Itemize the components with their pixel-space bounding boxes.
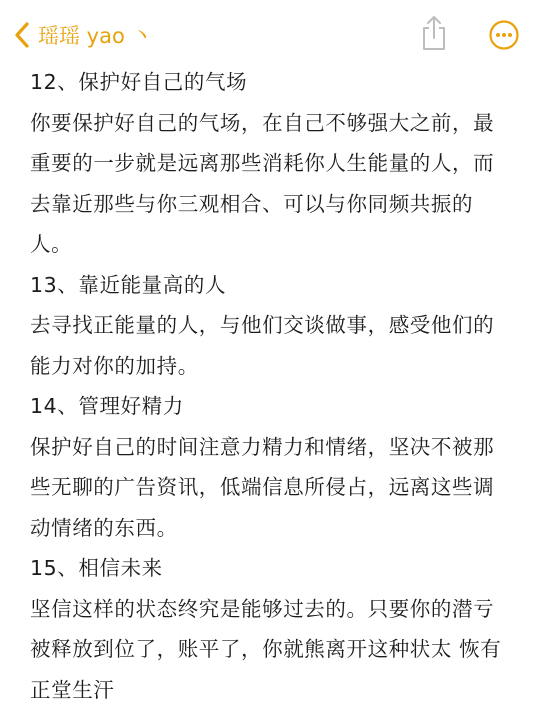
chevron-left-icon [14,22,30,48]
share-icon [420,37,448,56]
paragraph-line: 人。 [30,232,73,256]
paragraph-line: 动情绪的东西。 [30,515,178,540]
paragraph-line: 你要保护好自己的气场，在自己不够强大之前，最 [30,110,495,135]
heading-12: 12、保护好自己的气场 [30,70,248,94]
back-label: 瑶瑶 yao 丶 [38,24,153,48]
paragraph-line: 坚信这样的状态终究是能够过去的。只要你的潜亏 [30,596,495,621]
paragraph-line: 重要的一步就是远离那些消耗你人生能量的人，而 [30,151,495,175]
note-body[interactable] [30,62,526,710]
paragraph-line: 些无聊的广告资讯，低端信息所侵占，远离这些调 [30,475,495,499]
more-ellipsis-icon [488,36,520,55]
paragraph-line: 被释放到位了，账平了，你就熊离开这种状太 恢有 [30,637,502,661]
back-button[interactable] [14,18,153,52]
more-button[interactable] [488,19,520,51]
paragraph-line: 保护好自己的时间注意力精力和情绪，坚决不被那 [30,434,495,459]
share-button[interactable] [420,14,448,52]
heading-14: 14、管理好精力 [30,394,184,418]
paragraph-line: 能力对你的加持。 [30,353,199,378]
paragraph-line: 去寻找正能量的人，与他们交谈做事，感受他们的 [30,313,495,337]
heading-15: 15、相信未来 [30,556,163,580]
heading-13: 13、靠近能量高的人 [30,272,227,297]
paragraph-line: 正堂生汗 [30,677,115,702]
paragraph-line: 去靠近那些与你三观相合、可以与你同频共振的 [30,191,474,216]
navigation-bar [0,0,540,66]
